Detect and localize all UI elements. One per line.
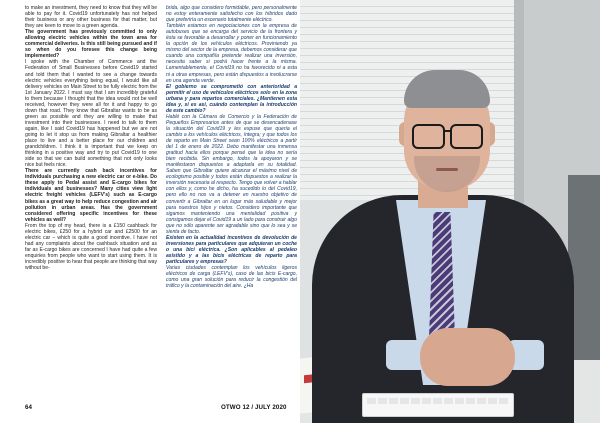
interview-answer: Varias ciudades contemplan los vehículos ligeros eléctricos de carga (LEFV's), caso de las bicis E-cargo, como una gran solución para reducir la congestión del tráfico y la contaminación del aire. ¿Ha [166, 265, 297, 290]
interview-question: There are currently cash back incentives for individuals purchasing a new electric car or e-bike. Do these apply to Pedal assist and E-cargo bikes for individuals and businesses? Many cities view light electric freight vehicles (LEFV's) such as E-cargo bikes as a great way to help reduce congestion and air pollution in urban areas. Has the government considered offering specific incentives for these vehicles as well? [25, 168, 157, 223]
interview-answer: From the top of my head, there is a £150 cashback for electric bikes, £250 for a hybrid car and £2500 for an electric car – which is quite a good incentive. I have not had any complaints about the cashback situation and as far as E-cargo bikes are concerned I have had quite a few enquiries from people who want to start using them. It is incredibly positive to hear that people are thinking that way without be- [25, 222, 157, 272]
interview-question: The government has previously committed to only allowing electric vehicles within the town area for commercial deliveries. Is this still being pursued and if so when do you foresee this change being implemented? [25, 29, 157, 60]
page-number: 64 [25, 404, 32, 411]
english-column [25, 5, 157, 395]
interview-answer: brida, algo que considero formidable, pero personalmente no estoy enteramente satisfecho con los híbridos dado que preferiría un escenario totalmente eléctrico. [166, 5, 297, 24]
portrait-photo [300, 0, 600, 423]
keyboard [362, 393, 514, 417]
clasped-hands [420, 328, 515, 386]
interview-answer: to make an investment, they need to know that they will be able to pay for it. Covid19 unfortunately has not helped their business or any other business for that matter, but they are keen to move to a green agenda. [25, 5, 157, 30]
interview-answer: I spoke with the Chamber of Commerce and the Federation of Small Businesses before Covid19 started and told them that I wanted to see a change towards electric vehicles everything being equal, I would like all delivery vehicles on Main Street to be fully electric from the 1st January 2022. I must say that I am incredibly grateful to them because I thought that the idea would not be well received, however they were all for it and happy to go down that road. They know that Gibraltar wants to be as green as possible and they are willing to make that investment into their businesses. I need to talk to them again, like I said Covid19 has happened but we are not going to let it stop us from making Gibraltar a healthier place to live and a better place for our children and grandchildren. I think it is important that we keep on thinking in a positive way and try to put Covid19 to one side so that we can build something that not only looks nice but feels nice. [25, 59, 157, 169]
interview-answer: También estamos en negociaciones con la empresa de autobuses que se encarga del servicio de la frontera y ésta se favorable a desarrollar y poner en funcionamiento la opción de los vehículos eléctricos. Proviniendo ya mismo del sector de la empresa, debemos considerar que cuando una compañía pretende realizar una inversión, necesita saber si podrá hacer frente a la misma. Lamentablemente, el Covid19 no ha favorecido ni a esta ni a otras empresas, pero están dispuestos a involucrarse en una agenda verde. [166, 23, 297, 84]
interview-question: El gobierno se comprometió con anterioridad a permitir el uso de vehículos eléctricos solo en la zona urbana y para repartos comerciales. ¿Mantienen esta idea y, si es así, cuándo contemplan la introducción de este cambio? [166, 83, 297, 114]
glasses-icon [412, 124, 445, 149]
magazine-issue: OTWO 12 / JULY 2020 [221, 404, 287, 411]
spanish-column [166, 5, 297, 395]
interview-answer: Hablé con la Cámara de Comercio y la Federación de Pequeños Empresarios antes de que se desencadenase la situación del Covid19 y les expuse que quería el cambio a los vehículos eléctricos, íntegra; y que todos los de reparto en Main Street sean 100% eléctricos a partir del 1 de enero de 2022. Debo manifestar una inmensa gratitud hacia ellos porque pensé que la idea no sería bien recibida. Sin embargo, todos la apoyaron y se manifestaron dispuestos a adaptarla en su totalidad. Saben que Gibraltar quiere alcanzar el máximo nivel de ecologismo posible y todos están dispuestos a realizar la inversión necesaria al respecto. Tengo que volver a hablar con ellos y, como he dicho, ha sucedido lo del Covid19, pero ello no nos va a detener en nuestro objetivo de convertir a Gibraltar en un lugar más saludable y mejor para nuestros hijos y nietos. Considero importante que sigamos manteniendo una mentalidad positiva y consigamos dejar el Covid19 a un lado para construir algo que no sólo aparente ser agradable sino que lo sea y se sienta de facto. [166, 113, 297, 235]
interview-question: Existen en la actualidad incentivos de devolución de inversiones para particulares que adquieran un coche o una bici eléctrica. ¿Son aplicables al pedaleo asistido y a las bicis eléctricas de reparto para particulares y empresas? [166, 234, 297, 265]
hair [404, 70, 490, 108]
